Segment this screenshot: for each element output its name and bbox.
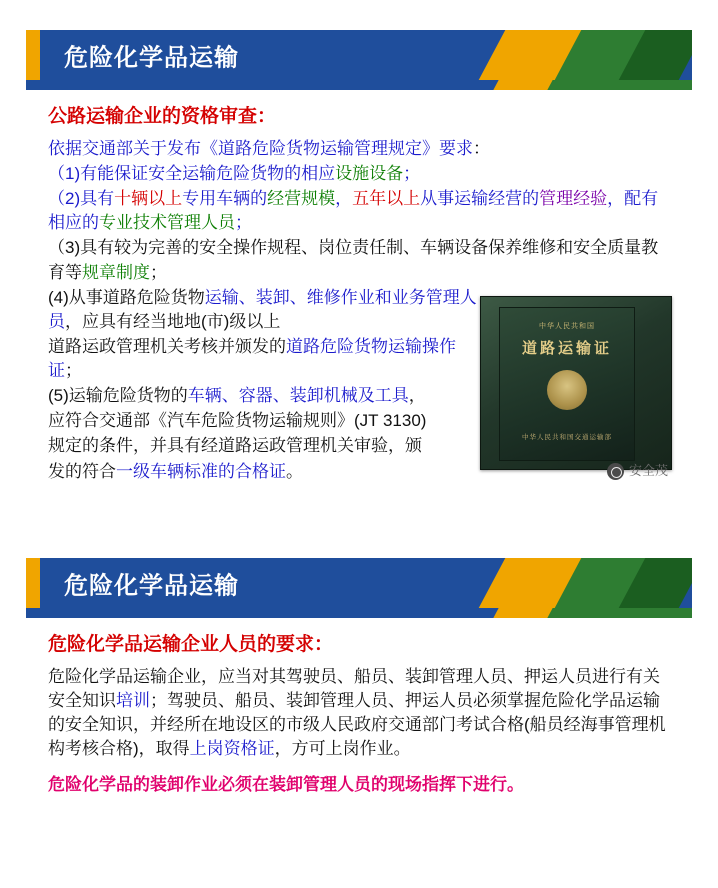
text-run: ， bbox=[408, 386, 426, 406]
text-run: 培训 bbox=[116, 691, 150, 711]
text-run: ； bbox=[65, 361, 82, 381]
slide-1-title: 危险化学品运输 bbox=[64, 44, 239, 72]
text-run: 一级车辆标准的合格证 bbox=[116, 461, 286, 481]
text-run: ；驾驶员、船员、装卸管理人员、押运人员必须掌握危险化学品运输的安全知识，并经所在地设区的市级人民政府交通部门考试合格(船员经海事管理机构考核合格)，取得 bbox=[48, 691, 666, 759]
text-run: 应符合交通部《汽车危险货物运输规则》(JT 3130) bbox=[48, 411, 427, 431]
text-run: 上岗资格证 bbox=[189, 739, 275, 759]
text-run: 专业技术管理人员 bbox=[99, 213, 235, 233]
paragraph bbox=[48, 384, 480, 408]
text-run: ，应具有经当地地(市)级以上 bbox=[65, 311, 281, 331]
text-run: 规定的条件，并具有经道路运政管理机关审验，颁 bbox=[48, 436, 422, 456]
permit-cover-top-text: 中华人民共和国 bbox=[539, 323, 595, 330]
slide-2-header-strip bbox=[26, 608, 692, 618]
text-run: 危险化学品运输企业，应当对其驾驶员、船员、装卸管理人员、押运人员进行有关安全知识 bbox=[48, 666, 660, 711]
text-run: 十辆以上 bbox=[114, 189, 183, 209]
strip-green bbox=[547, 608, 692, 618]
paragraph bbox=[48, 335, 480, 383]
text-run: 设施设备 bbox=[335, 164, 404, 184]
paragraph bbox=[48, 236, 670, 284]
text-run: （2)具有 bbox=[48, 189, 115, 209]
text-run: 规章制度 bbox=[82, 262, 150, 282]
slide-1-header-strip bbox=[26, 80, 692, 90]
text-run: ； bbox=[403, 164, 421, 184]
paragraph bbox=[48, 286, 480, 334]
text-run: (5)运输危险货物的 bbox=[48, 386, 188, 406]
national-emblem-icon bbox=[547, 370, 587, 410]
text-run: 五年以上 bbox=[352, 189, 421, 209]
permit-cover-title: 道路运输证 bbox=[521, 340, 612, 357]
text-run: (4)从事道路危险货物 bbox=[48, 287, 205, 307]
text-run: （3)具有较为完善的安全操作规程、岗位责任制、车辆设备保养维修和安全质量教育等 bbox=[48, 238, 659, 282]
text-run: 道路危险货物运输操作证 bbox=[48, 336, 456, 381]
paragraph bbox=[48, 137, 670, 161]
text-run: ： bbox=[473, 138, 490, 158]
header-accent-bar bbox=[26, 30, 40, 80]
road-transport-permit-photo bbox=[480, 296, 672, 470]
slide-1-body bbox=[26, 90, 692, 495]
slide-card-1 bbox=[26, 30, 692, 530]
watermark bbox=[607, 462, 668, 480]
slide-2-paragraphs bbox=[48, 665, 670, 762]
watermark-label: 安全茂 bbox=[628, 463, 668, 479]
text-run: 依据交通部关于发布《道路危险货物运输管理规定》要求 bbox=[48, 138, 473, 158]
slide-2-body bbox=[26, 618, 692, 808]
strip-green bbox=[547, 80, 692, 90]
permit-cover bbox=[499, 307, 635, 461]
text-run: ； bbox=[150, 262, 167, 282]
text-run: ，配有相应的 bbox=[48, 189, 659, 233]
text-run: 运输、装卸、维修作业和业务管理人员 bbox=[48, 287, 477, 331]
slide-card-2 bbox=[26, 558, 692, 878]
slide-2-title: 危险化学品运输 bbox=[64, 572, 239, 600]
paragraph bbox=[48, 409, 480, 433]
paragraph bbox=[48, 187, 670, 235]
text-run: 发的符合 bbox=[48, 461, 116, 481]
text-run: ； bbox=[235, 213, 252, 233]
text-run: 管理经验 bbox=[539, 189, 608, 209]
text-run: ， bbox=[335, 189, 353, 209]
permit-cover-bottom-text: 中华人民共和国交通运输部 bbox=[522, 433, 612, 441]
text-run: 车辆、容器、装卸机械及工具 bbox=[187, 386, 409, 406]
paragraph bbox=[48, 460, 480, 484]
text-run: ，方可上岗作业。 bbox=[274, 739, 411, 759]
paragraph bbox=[48, 162, 670, 186]
text-run: 。 bbox=[286, 461, 303, 481]
text-run: 经营规模 bbox=[267, 189, 336, 209]
text-run: 道路运政管理机关考核并颁发的 bbox=[48, 336, 286, 356]
slide-2-footer-note: 危险化学品的装卸作业必须在装卸管理人员的现场指挥下进行。 bbox=[48, 775, 524, 795]
header-accent-bar bbox=[26, 558, 40, 608]
text-run: 从事运输经营的 bbox=[420, 189, 540, 209]
strip-blue bbox=[26, 608, 506, 618]
slide-2-subtitle: 危险化学品运输企业人员的要求： bbox=[48, 634, 334, 655]
strip-blue bbox=[26, 80, 506, 90]
paragraph bbox=[48, 665, 670, 762]
slide-1-subtitle: 公路运输企业的资格审查： bbox=[48, 106, 277, 127]
text-run: （1)有能保证安全运输危险货物的相应 bbox=[48, 164, 336, 184]
text-run: 专用车辆的 bbox=[182, 189, 268, 209]
watermark-logo-icon bbox=[607, 463, 624, 480]
paragraph bbox=[48, 434, 480, 458]
slide-2-header bbox=[26, 558, 692, 608]
slide-1-header bbox=[26, 30, 692, 80]
